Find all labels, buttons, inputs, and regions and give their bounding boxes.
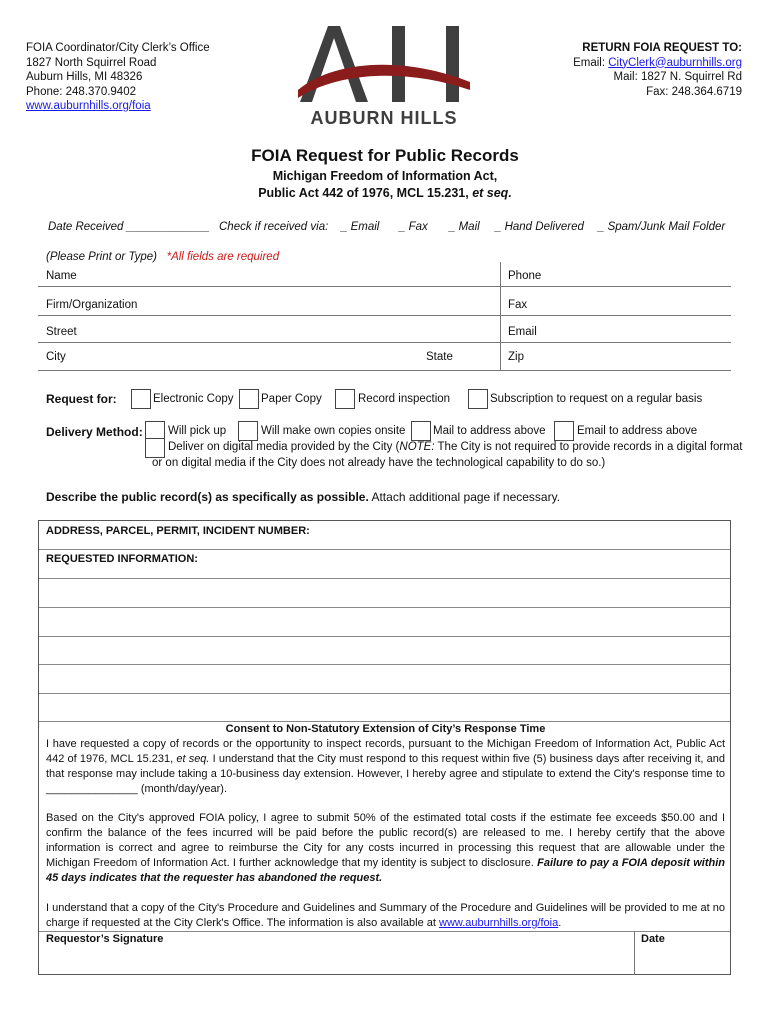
office-line: Phone: 248.370.9402 [26, 85, 136, 98]
paper-copy-label: Paper Copy [261, 393, 322, 405]
record-inspection-checkbox[interactable] [335, 389, 355, 409]
name-label: Name [46, 270, 77, 282]
return-email-link[interactable]: CityClerk@auburnhills.org [608, 56, 742, 69]
return-fax: Fax: 248.364.6719 [646, 85, 742, 98]
subscription-label: Subscription to request on a regular basis [490, 393, 703, 405]
delivery-method-label: Delivery Method: [46, 425, 143, 439]
via-email-option[interactable]: _ Email [341, 221, 380, 233]
name-line[interactable] [38, 286, 731, 287]
electronic-copy-label: Electronic Copy [153, 393, 234, 405]
signature-divider [634, 931, 635, 975]
return-block [573, 41, 742, 99]
date-received-field[interactable]: Date Received _____________ [48, 221, 210, 233]
consent-paragraph-1: I have requested a copy of records or the opportunity to inspect records, pursuant to the Michigan Freedom of Information Act, Public Act 442 of 1976, MCL 15.231, et seq. I understand that the City must respond to this request within five (5) business days after receiving it, and that response may include taking a 10-business day extension. However, I hereby agree and stipulate to extend the City's response time to _______________ (month/day/year). [46, 738, 725, 795]
state-label: State [426, 351, 453, 363]
via-spam-option[interactable]: _ Spam/Junk Mail Folder [598, 221, 726, 233]
signature-label[interactable]: Requestor’s Signature [46, 933, 164, 945]
consent-paragraph-2: Based on the City's approved FOIA policy, I agree to submit 50% of the estimated total costs if the estimate fee exceeds $50.00 and I confirm the balance of the fees incurred will be paid before the public record(s) are released to me. I hereby certify that the above information is correct and agree to reimburse the City for any costs incurred in processing this request that are allowable under the Michigan Freedom of Information Act. I further acknowledge that my identity is subject to disclosure. Failure to pay a FOIA deposit within 45 days indicates that the requester has abandoned the request. [46, 812, 725, 884]
phone-label: Phone [508, 270, 542, 282]
foia-link[interactable]: www.auburnhills.org/foia [439, 917, 559, 929]
email-address-checkbox[interactable] [554, 421, 574, 441]
check-via-label: Check if received via: [219, 221, 329, 233]
mail-address-checkbox[interactable] [411, 421, 431, 441]
will-pick-up-label: Will pick up [168, 425, 227, 437]
own-copies-checkbox[interactable] [238, 421, 258, 441]
office-line: Auburn Hills, MI 48326 [26, 71, 143, 83]
street-line[interactable] [38, 342, 731, 343]
consent-title: Consent to Non-Statutory Extension of City’s Response Time [225, 723, 546, 735]
date-label[interactable]: Date [641, 933, 665, 945]
return-title: RETURN FOIA REQUEST TO: [582, 42, 742, 54]
foia-link[interactable]: www.auburnhills.org/foia [26, 100, 151, 112]
office-line: FOIA Coordinator/City Clerk’s Office [26, 42, 210, 54]
logo-wordmark: AUBURN HILLS [310, 108, 458, 128]
describe-instruction: Describe the public record(s) as specifically as possible. Attach additional page if necessary. [46, 490, 561, 504]
electronic-copy-checkbox[interactable] [131, 389, 151, 409]
page-title: FOIA Request for Public Records [251, 146, 519, 165]
field-divider [500, 262, 501, 370]
street-label: Street [46, 326, 77, 338]
request-table [38, 520, 731, 975]
page-subtitle: Michigan Freedom of Information Act, Public Act 442 of 1976, MCL 15.231, et seq. [258, 169, 512, 200]
via-hand-option[interactable]: _ Hand Delivered [495, 221, 584, 233]
firm-label: Firm/Organization [46, 299, 138, 311]
address-label: ADDRESS, PARCEL, PERMIT, INCIDENT NUMBER: [46, 525, 310, 537]
office-line: 1827 North Squirrel Road [26, 56, 157, 69]
paper-copy-checkbox[interactable] [239, 389, 259, 409]
via-mail-option[interactable]: _ Mail [449, 221, 480, 233]
consent-paragraph-3: I understand that a copy of the City's Procedure and Guidelines and Summary of the Procedure and Guidelines will be provided to me at no charge if requested at the City Clerk's Office. The information is also available at www.auburnhills.org/foia. [46, 902, 725, 929]
zip-label: Zip [508, 351, 524, 363]
digital-media-label: Deliver on digital media provided by the City (NOTE: The City is not required to provide records in a digital format [168, 441, 743, 453]
return-email-line: Email: CityClerk@auburnhills.org [573, 56, 742, 69]
email-address-label: Email to address above [577, 425, 698, 437]
return-mail: Mail: 1827 N. Squirrel Rd [613, 71, 742, 83]
city-line[interactable] [38, 370, 731, 371]
firm-line[interactable] [38, 315, 731, 316]
mail-address-label: Mail to address above [433, 425, 546, 437]
email-label: Email [508, 326, 537, 338]
requested-info-label[interactable]: REQUESTED INFORMATION: [46, 553, 198, 565]
via-fax-option[interactable]: _ Fax [399, 221, 428, 233]
fax-label: Fax [508, 299, 528, 311]
request-for-label: Request for: [46, 392, 117, 406]
city-label: City [46, 351, 66, 363]
own-copies-label: Will make own copies onsite [261, 425, 406, 437]
digital-media-note: or on digital media if the City does not already have the technological capability to do so.) [152, 457, 606, 469]
record-inspection-label: Record inspection [358, 393, 451, 405]
print-note: (Please Print or Type) *All fields are required [46, 251, 280, 263]
subscription-checkbox[interactable] [468, 389, 488, 409]
office-address-block [26, 41, 210, 114]
digital-media-checkbox[interactable] [145, 438, 165, 458]
